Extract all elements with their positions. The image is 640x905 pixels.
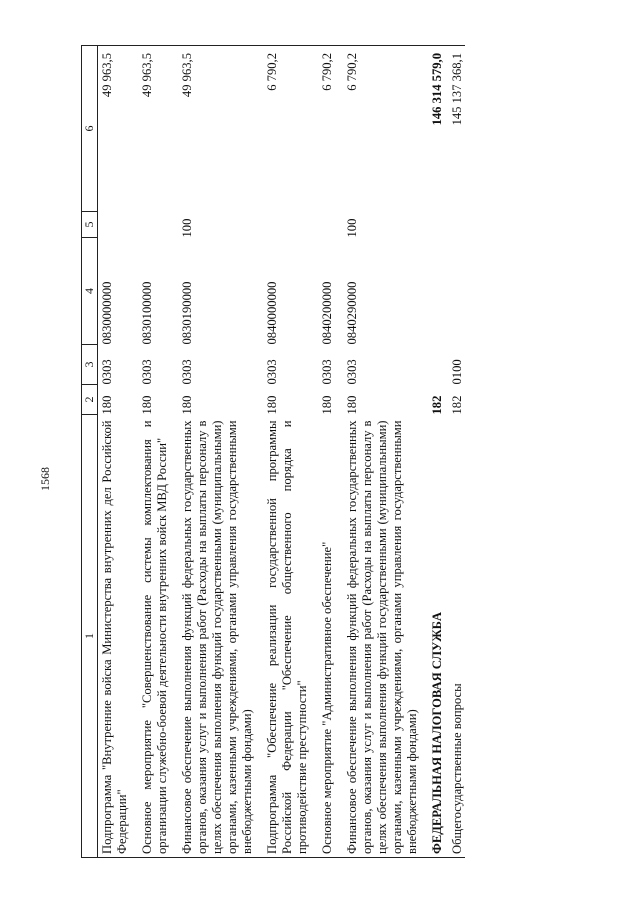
row-code-type bbox=[138, 212, 178, 238]
row-code-target bbox=[448, 238, 465, 345]
row-amount: 6 790,2 bbox=[263, 46, 318, 212]
row-code-target: 0830000000 bbox=[100, 281, 114, 345]
row-code-ministry: 182 bbox=[450, 395, 464, 415]
header-col-4: 4 bbox=[82, 238, 98, 345]
table-row bbox=[318, 46, 343, 858]
row-amount: 49 963,5 bbox=[178, 46, 263, 212]
table-row bbox=[343, 46, 428, 858]
row-code-target bbox=[428, 238, 448, 345]
row-code-ministry: 180 bbox=[320, 395, 334, 415]
row-code-ministry: 180 bbox=[140, 395, 154, 415]
header-col-5: 5 bbox=[82, 212, 98, 238]
budget-table bbox=[81, 45, 465, 858]
header-col-1: 1 bbox=[82, 415, 98, 858]
row-code-type: 100 bbox=[345, 218, 359, 238]
row-code-section: 0303 bbox=[345, 359, 359, 385]
row-name: ФЕДЕРАЛЬНАЯ НАЛОГОВАЯ СЛУЖБА bbox=[428, 415, 448, 858]
row-code-target: 0830190000 bbox=[180, 281, 194, 345]
row-code-target: 0830100000 bbox=[140, 281, 154, 345]
row-code-section: 0303 bbox=[320, 359, 334, 385]
table-row bbox=[448, 46, 465, 858]
table-row bbox=[178, 46, 263, 858]
row-code-target: 0840290000 bbox=[345, 281, 359, 345]
row-code-type: 100 bbox=[180, 218, 194, 238]
row-code-type bbox=[428, 212, 448, 238]
table-row bbox=[138, 46, 178, 858]
row-name: Подпрограмма "Обеспечение реализации государственной программы Российской Федерации "Обеспечение общественного порядка и противодействие преступности" bbox=[263, 415, 318, 858]
row-amount: 49 963,5 bbox=[98, 46, 139, 212]
row-name: Основное мероприятие "Административное обеспечение" bbox=[318, 415, 343, 858]
page-number: 1568 bbox=[38, 467, 52, 491]
header-row bbox=[82, 46, 98, 858]
row-amount: 6 790,2 bbox=[343, 46, 428, 212]
table-row bbox=[428, 46, 448, 858]
row-amount: 6 790,2 bbox=[318, 46, 343, 212]
row-name: Финансовое обеспечение выполнения функций федеральных государственных органов, оказания услуг и выполнения работ (Расходы на выплаты персоналу в целях обеспечения выполнения функций государственными (муниципальными) органами, казенными учреждениями, органами управления государственными внебюджетными фондами) bbox=[178, 415, 263, 858]
row-code-ministry: 180 bbox=[345, 395, 359, 415]
row-amount: 145 137 368,1 bbox=[448, 46, 465, 212]
row-code-type bbox=[98, 212, 139, 238]
row-code-ministry: 182 bbox=[430, 395, 444, 415]
row-code-section bbox=[428, 345, 448, 385]
row-code-section: 0303 bbox=[140, 359, 154, 385]
rotated-page-content bbox=[81, 46, 465, 858]
table-row bbox=[263, 46, 318, 858]
row-code-ministry: 180 bbox=[265, 395, 279, 415]
row-code-section: 0303 bbox=[100, 359, 114, 385]
row-code-ministry: 180 bbox=[180, 395, 194, 415]
row-code-type bbox=[318, 212, 343, 238]
header-col-3: 3 bbox=[82, 345, 98, 385]
row-code-type bbox=[448, 212, 465, 238]
row-name: Финансовое обеспечение выполнения функций федеральных государственных органов, оказания услуг и выполнения работ (Расходы на выплаты персоналу в целях обеспечения выполнения функций государственными (муниципальными) органами, казенными учреждениями, органами управления государственными внебюджетными фондами) bbox=[343, 415, 428, 858]
row-code-section: 0303 bbox=[265, 359, 279, 385]
row-name: Общегосударственные вопросы bbox=[448, 415, 465, 858]
row-code-target: 0840000000 bbox=[265, 281, 279, 345]
table-row bbox=[98, 46, 139, 858]
row-amount: 49 963,5 bbox=[138, 46, 178, 212]
row-code-ministry: 180 bbox=[100, 395, 114, 415]
row-code-section: 0100 bbox=[450, 359, 464, 385]
row-name: Основное мероприятие "Совершенствование системы комплектования и организации служебно-боевой деятельности внутренних войск МВД России" bbox=[138, 415, 178, 858]
header-col-2: 2 bbox=[82, 385, 98, 415]
row-amount: 146 314 579,0 bbox=[428, 46, 448, 212]
row-name: Подпрограмма "Внутренние войска Министерства внутренних дел Российской Федерации" bbox=[98, 415, 139, 858]
row-code-section: 0303 bbox=[180, 359, 194, 385]
row-code-type bbox=[263, 212, 318, 238]
row-code-target: 0840200000 bbox=[320, 281, 334, 345]
header-col-6: 6 bbox=[82, 46, 98, 212]
